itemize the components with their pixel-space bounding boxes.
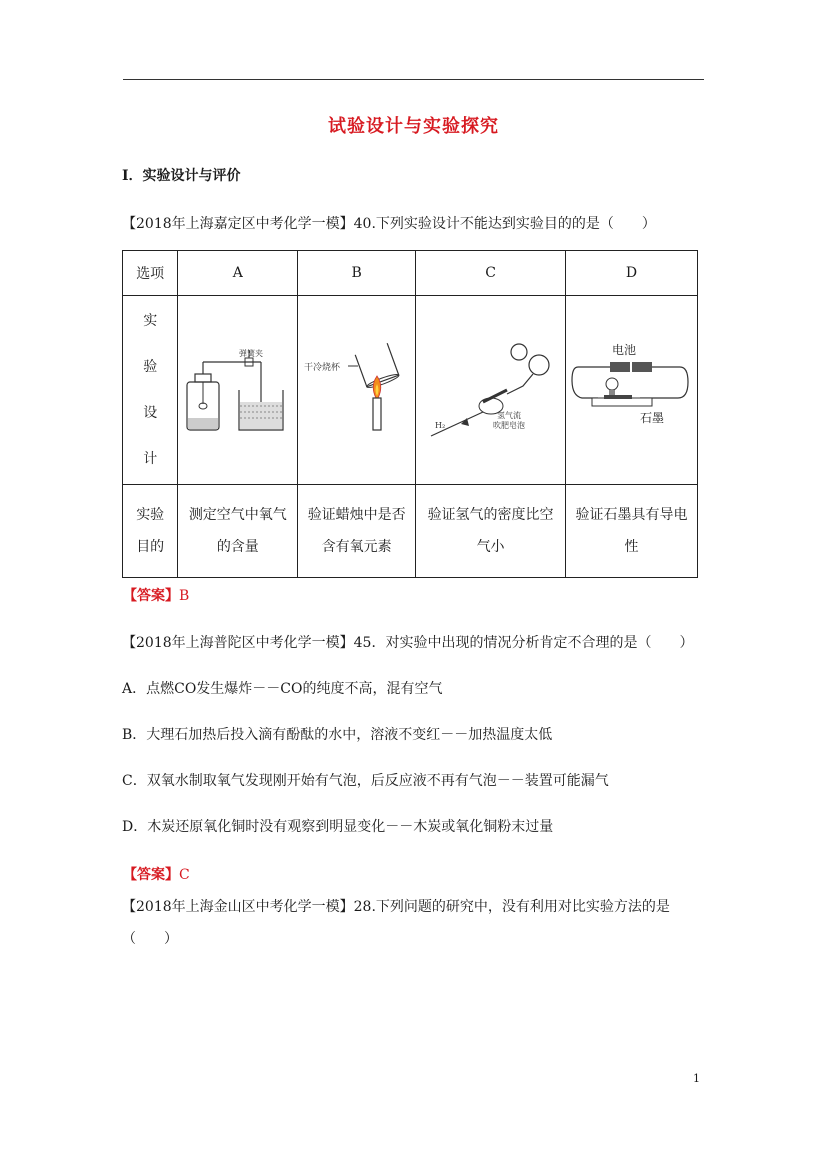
purpose-line: 验证蜡烛中是否 (307, 507, 406, 523)
design-label-char: 验 (143, 359, 158, 375)
purpose-cell-b (298, 485, 416, 578)
hydrogen-bubble-figure (421, 340, 561, 440)
figure-cell-a (178, 296, 298, 485)
purpose-label-line: 实验 (136, 507, 165, 523)
header-cell-b: B (298, 251, 416, 296)
header-cell-c: C (416, 251, 566, 296)
design-label-char: 设 (143, 405, 158, 421)
purpose-line: 验证氢气的密度比空 (427, 507, 554, 523)
h2-label: H₂ (434, 421, 445, 430)
question-2-stem: 【2018年上海普陀区中考化学一模】45．对实验中出现的情况分析肯定不合理的是（ ） (122, 635, 694, 651)
purpose-cell-a (178, 485, 298, 578)
page-number: 1 (693, 1072, 700, 1085)
clamp-label: 弹簧夹 (238, 349, 263, 358)
table-header-row (123, 251, 698, 296)
design-label-char: 计 (143, 451, 158, 467)
beaker-label: 干冷烧杯 (303, 363, 340, 373)
table-purpose-row (123, 485, 698, 578)
header-cell-a: A (178, 251, 298, 296)
purpose-line: 性 (624, 539, 639, 555)
question-2-option-c: C．双氧水制取氧气发现刚开始有气泡，后反应液不再有气泡－－装置可能漏气 (122, 773, 609, 789)
section-heading: I．实验设计与评价 (122, 168, 241, 184)
oxygen-measurement-figure (183, 340, 293, 440)
question-1-stem: 【2018年上海嘉定区中考化学一模】40.下列实验设计不能达到实验目的的是（ ） (122, 216, 656, 232)
header-cell-option: 选项 (123, 251, 178, 296)
answer-tag: 【答案】 (123, 588, 179, 604)
purpose-line: 验证石墨具有导电 (575, 507, 688, 523)
flow-label-1: 氢气流 (496, 411, 521, 420)
purpose-cell-d (566, 485, 698, 578)
design-label-char: 实 (143, 313, 158, 329)
purpose-label-cell (123, 485, 178, 578)
battery-label: 电池 (611, 343, 636, 357)
purpose-line: 的含量 (216, 539, 259, 555)
page-title: 试验设计与实验探究 (328, 116, 499, 137)
experiment-table (122, 250, 698, 578)
graphite-circuit-figure (568, 340, 696, 440)
purpose-line: 测定空气中氧气 (188, 507, 287, 523)
design-label-cell (123, 296, 178, 485)
candle-beaker-figure (302, 340, 412, 440)
question-2-option-d: D．木炭还原氧化铜时没有观察到明显变化－－木炭或氧化铜粉末过量 (122, 819, 554, 835)
answer-value: B (179, 588, 190, 604)
purpose-cell-c (416, 485, 566, 578)
table-design-row (123, 296, 698, 485)
purpose-line: 气小 (476, 539, 505, 555)
graphite-label: 石墨 (639, 411, 664, 425)
question-2-option-a: A．点燃CO发生爆炸－－CO的纯度不高，混有空气 (122, 681, 443, 697)
question-3-stem: 【2018年上海金山区中考化学一模】28.下列问题的研究中，没有利用对比实验方法的是 (122, 899, 670, 915)
question-2-option-b: B．大理石加热后投入滴有酚酞的水中，溶液不变红－－加热温度太低 (122, 727, 553, 743)
header-cell-d: D (566, 251, 698, 296)
figure-cell-b (298, 296, 416, 485)
question-3-stem-cont: （ ） (122, 931, 178, 947)
figure-cell-c (416, 296, 566, 485)
header-rule (123, 79, 704, 80)
flow-label-2: 吹肥皂泡 (492, 421, 525, 430)
purpose-line: 含有氧元素 (321, 539, 392, 555)
answer-tag: 【答案】 (123, 867, 179, 883)
figure-cell-d (566, 296, 698, 485)
purpose-label-line: 目的 (136, 539, 165, 555)
answer-value: C (179, 867, 190, 883)
answer-2 (123, 864, 190, 884)
answer-1 (123, 585, 189, 605)
